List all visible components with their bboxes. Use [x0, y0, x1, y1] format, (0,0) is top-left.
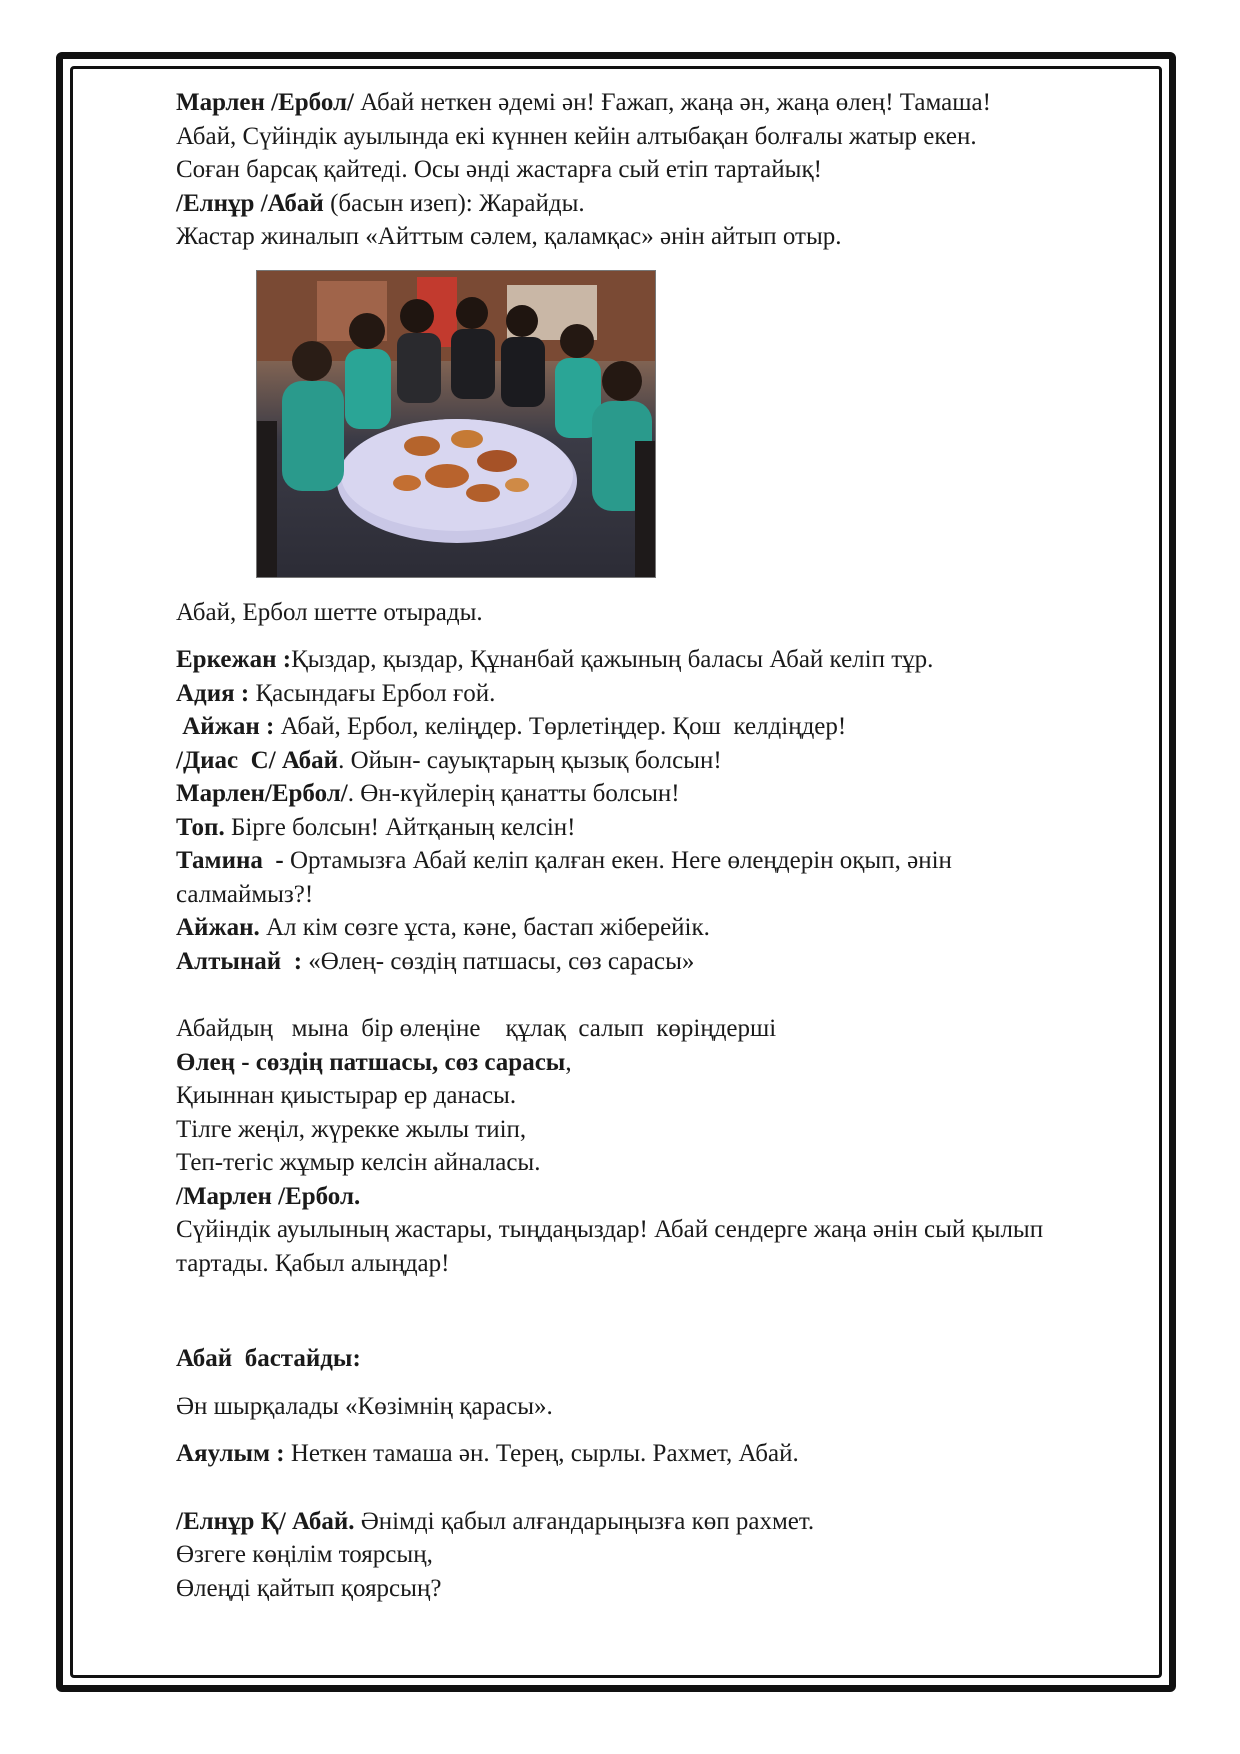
speaker-name: /Елнұр /Абай: [176, 189, 324, 217]
spacer: [176, 1376, 1136, 1390]
dialogue-line: [176, 777, 1136, 811]
dialogue-text: Ортамызға Абай келіп қалған екен. Неге өлеңдерін оқып, әнін салмаймыз?!: [176, 847, 952, 908]
poem-line: Өзгеге көңілім тоярсың,: [176, 1541, 433, 1568]
poem-line: Қиыннан қиыстырар ер данасы.: [176, 1082, 517, 1109]
stage-direction: Абай, Ербол шетте отырады.: [176, 598, 483, 626]
dialogue-text: . Өн-күйлерің қанатты болсын!: [347, 780, 680, 807]
stage-direction: Ән шырқалады «Көзімнің қарасы».: [176, 1392, 553, 1420]
dialogue-text: Сүйіндік ауылының жастары, тыңдаңыздар! Абай сендерге жаңа әнін сый қылып тартады. Қабыл алыңдар!: [176, 1216, 1044, 1277]
poem-line: Өлеңді қайтып қоярсың?: [176, 1574, 442, 1602]
abai-begins: Абай бастайды:: [176, 1345, 361, 1372]
speaker-name: Тамина -: [176, 847, 284, 874]
section-heading: [176, 1342, 1136, 1376]
dialogue-text: Абай, Ербол, келіңдер. Төрлетіңдер. Қош келдіңдер!: [274, 713, 847, 740]
poem-line: Теп-тегіс жұмыр келсін айналасы.: [176, 1149, 541, 1176]
poem-title-line: [176, 1046, 1136, 1080]
spacer: [176, 978, 1136, 1012]
dialogue-text: . Ойын- сауықтарың қызық болсын!: [338, 746, 722, 774]
speaker-name: Еркежан :: [176, 646, 292, 673]
spacer: [176, 1280, 1136, 1342]
dialogue-text: Абай неткен әдемі ән! Ғажап, жаңа ән, жаңа өлең! Тамаша!: [354, 89, 991, 116]
document-body: [176, 86, 1136, 1605]
dialogue-text: Бірге болсын! Айтқаның келсін!: [224, 813, 576, 841]
speaker-name: /Елнұр Қ/ Абай.: [176, 1507, 355, 1535]
spacer: [176, 629, 1136, 643]
dialogue-line: [176, 710, 1136, 744]
dialogue-line: [176, 1180, 1136, 1214]
dialogue-line: [176, 187, 1136, 221]
speaker-name: /Диас С/ Абай: [176, 746, 339, 774]
spacer: [176, 1423, 1136, 1437]
speaker-name: Аяулым :: [176, 1440, 285, 1467]
dialogue-text: (басын изеп): Жарайды.: [323, 189, 585, 217]
poem-line: Тілге жеңіл, жүрекке жылы тиіп,: [176, 1115, 527, 1143]
dialogue-line: [176, 744, 1136, 778]
dialogue-text: Соған барсақ қайтеді. Осы әнді жастарға сый етіп тартайық!: [176, 156, 822, 183]
gathering-photo: [256, 270, 656, 578]
speaker-name: Алтынай :: [176, 947, 303, 975]
speaker-name: Айжан.: [176, 914, 260, 941]
dialogue-line: [176, 911, 1136, 945]
gathering-photo-illustration: [257, 271, 655, 577]
dialogue-line: [176, 153, 1136, 187]
speaker-name: Айжан :: [176, 713, 275, 740]
speaker-name: Марлен /Ербол/: [176, 89, 354, 116]
spacer: [176, 1471, 1136, 1505]
dialogue-text: Әнімді қабыл алғандарыңызға көп рахмет.: [354, 1507, 815, 1535]
dialogue-text: Ал кім сөзге ұста, кәне, бастап жіберейік.: [259, 914, 710, 941]
speaker-name: Топ.: [176, 813, 225, 841]
dialogue-text: Қыздар, қыздар, Құнанбай қажының баласы Абай келіп тұр.: [291, 646, 934, 673]
speaker-name: Адия :: [176, 679, 250, 707]
dialogue-text: Неткен тамаша ән. Терең, сырлы. Рахмет, Абай.: [284, 1440, 799, 1467]
dialogue-line: [176, 643, 1136, 677]
poem-title: Өлең - сөздің патшасы, сөз сарасы: [176, 1048, 566, 1076]
dialogue-text: «Өлең- сөздің патшасы, сөз сарасы»: [302, 947, 695, 975]
dialogue-text: Абай, Сүйіндік ауылында екі күннен кейін алтыбақан болғалы жатыр екен.: [176, 122, 977, 150]
dialogue-line: [176, 1437, 1136, 1471]
dialogue-line: [176, 677, 1136, 711]
dialogue-line: [176, 86, 1136, 120]
dialogue-line: [176, 1505, 1136, 1539]
poem-title-comma: ,: [565, 1048, 572, 1076]
stage-direction: [176, 220, 1136, 254]
poem-intro: Абайдың мына бір өлеңіне құлақ салып көріңдерші: [176, 1015, 777, 1042]
dialogue-line: [176, 945, 1136, 979]
dialogue-text: Жастар жиналып «Айттым сәлем, қаламқас» әнін айтып отыр.: [176, 223, 842, 250]
dialogue-line: [176, 811, 1136, 845]
dialogue-line: [176, 844, 1081, 911]
dialogue-line: [176, 120, 1136, 154]
dialogue-text: Қасындағы Ербол ғой.: [249, 679, 496, 707]
speaker-name: Марлен/Ербол/: [176, 780, 348, 807]
speaker-name: /Марлен /Ербол.: [176, 1182, 361, 1210]
